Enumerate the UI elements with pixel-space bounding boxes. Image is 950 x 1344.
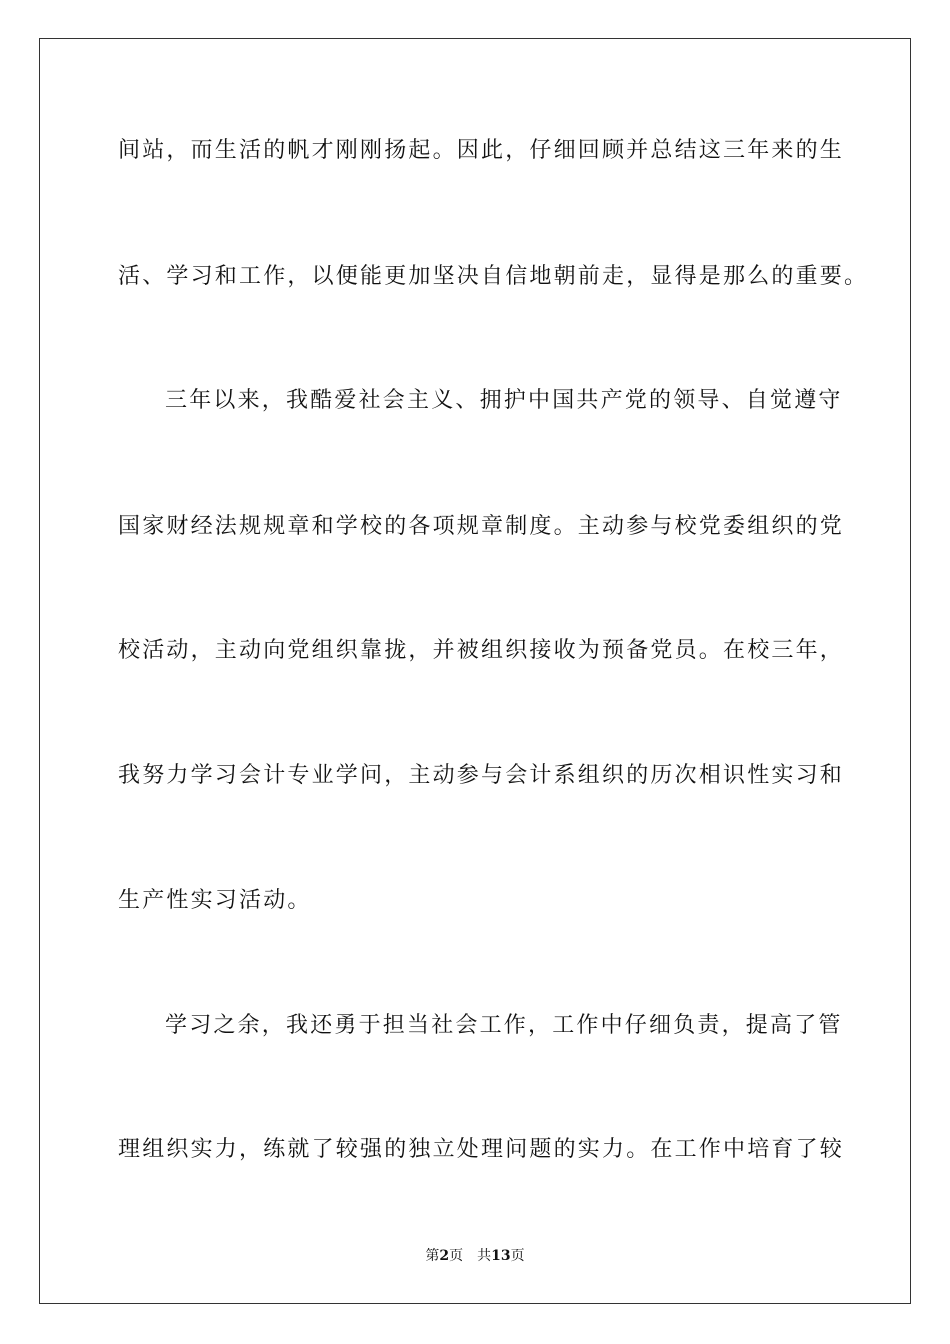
paragraph-start-line-3: 三年以来，我酷爱社会主义、拥护中国共产党的领导、自觉遵守 [165, 388, 843, 413]
page-border [39, 38, 911, 1304]
total-suffix: 页 [510, 1248, 525, 1264]
page-number: 2 [439, 1248, 450, 1264]
page-prefix: 第 [425, 1248, 440, 1264]
page-suffix: 页 [449, 1248, 464, 1264]
total-pages: 13 [491, 1248, 511, 1264]
text-line-5: 校活动，主动向党组织靠拢，并被组织接收为预备党员。在校三年， [118, 638, 845, 663]
text-line-9: 理组织实力，练就了较强的独立处理问题的实力。在工作中培育了较 [118, 1137, 845, 1162]
text-line-4: 国家财经法规规章和学校的各项规章制度。主动参与校党委组织的党 [118, 514, 845, 539]
text-line-1: 间站，而生活的帆才刚刚扬起。因此，仔细回顾并总结这三年来的生 [118, 138, 845, 163]
text-line-2: 活、学习和工作，以便能更加坚决自信地朝前走，显得是那么的重要。 [118, 264, 869, 289]
page-footer [0, 1247, 950, 1265]
paragraph-start-line-8: 学习之余，我还勇于担当社会工作，工作中仔细负责，提高了管 [165, 1013, 843, 1038]
text-line-7: 生产性实习活动。 [118, 888, 312, 913]
total-prefix: 共 [477, 1248, 492, 1264]
text-line-6: 我努力学习会计专业学问，主动参与会计系组织的历次相识性实习和 [118, 763, 845, 788]
